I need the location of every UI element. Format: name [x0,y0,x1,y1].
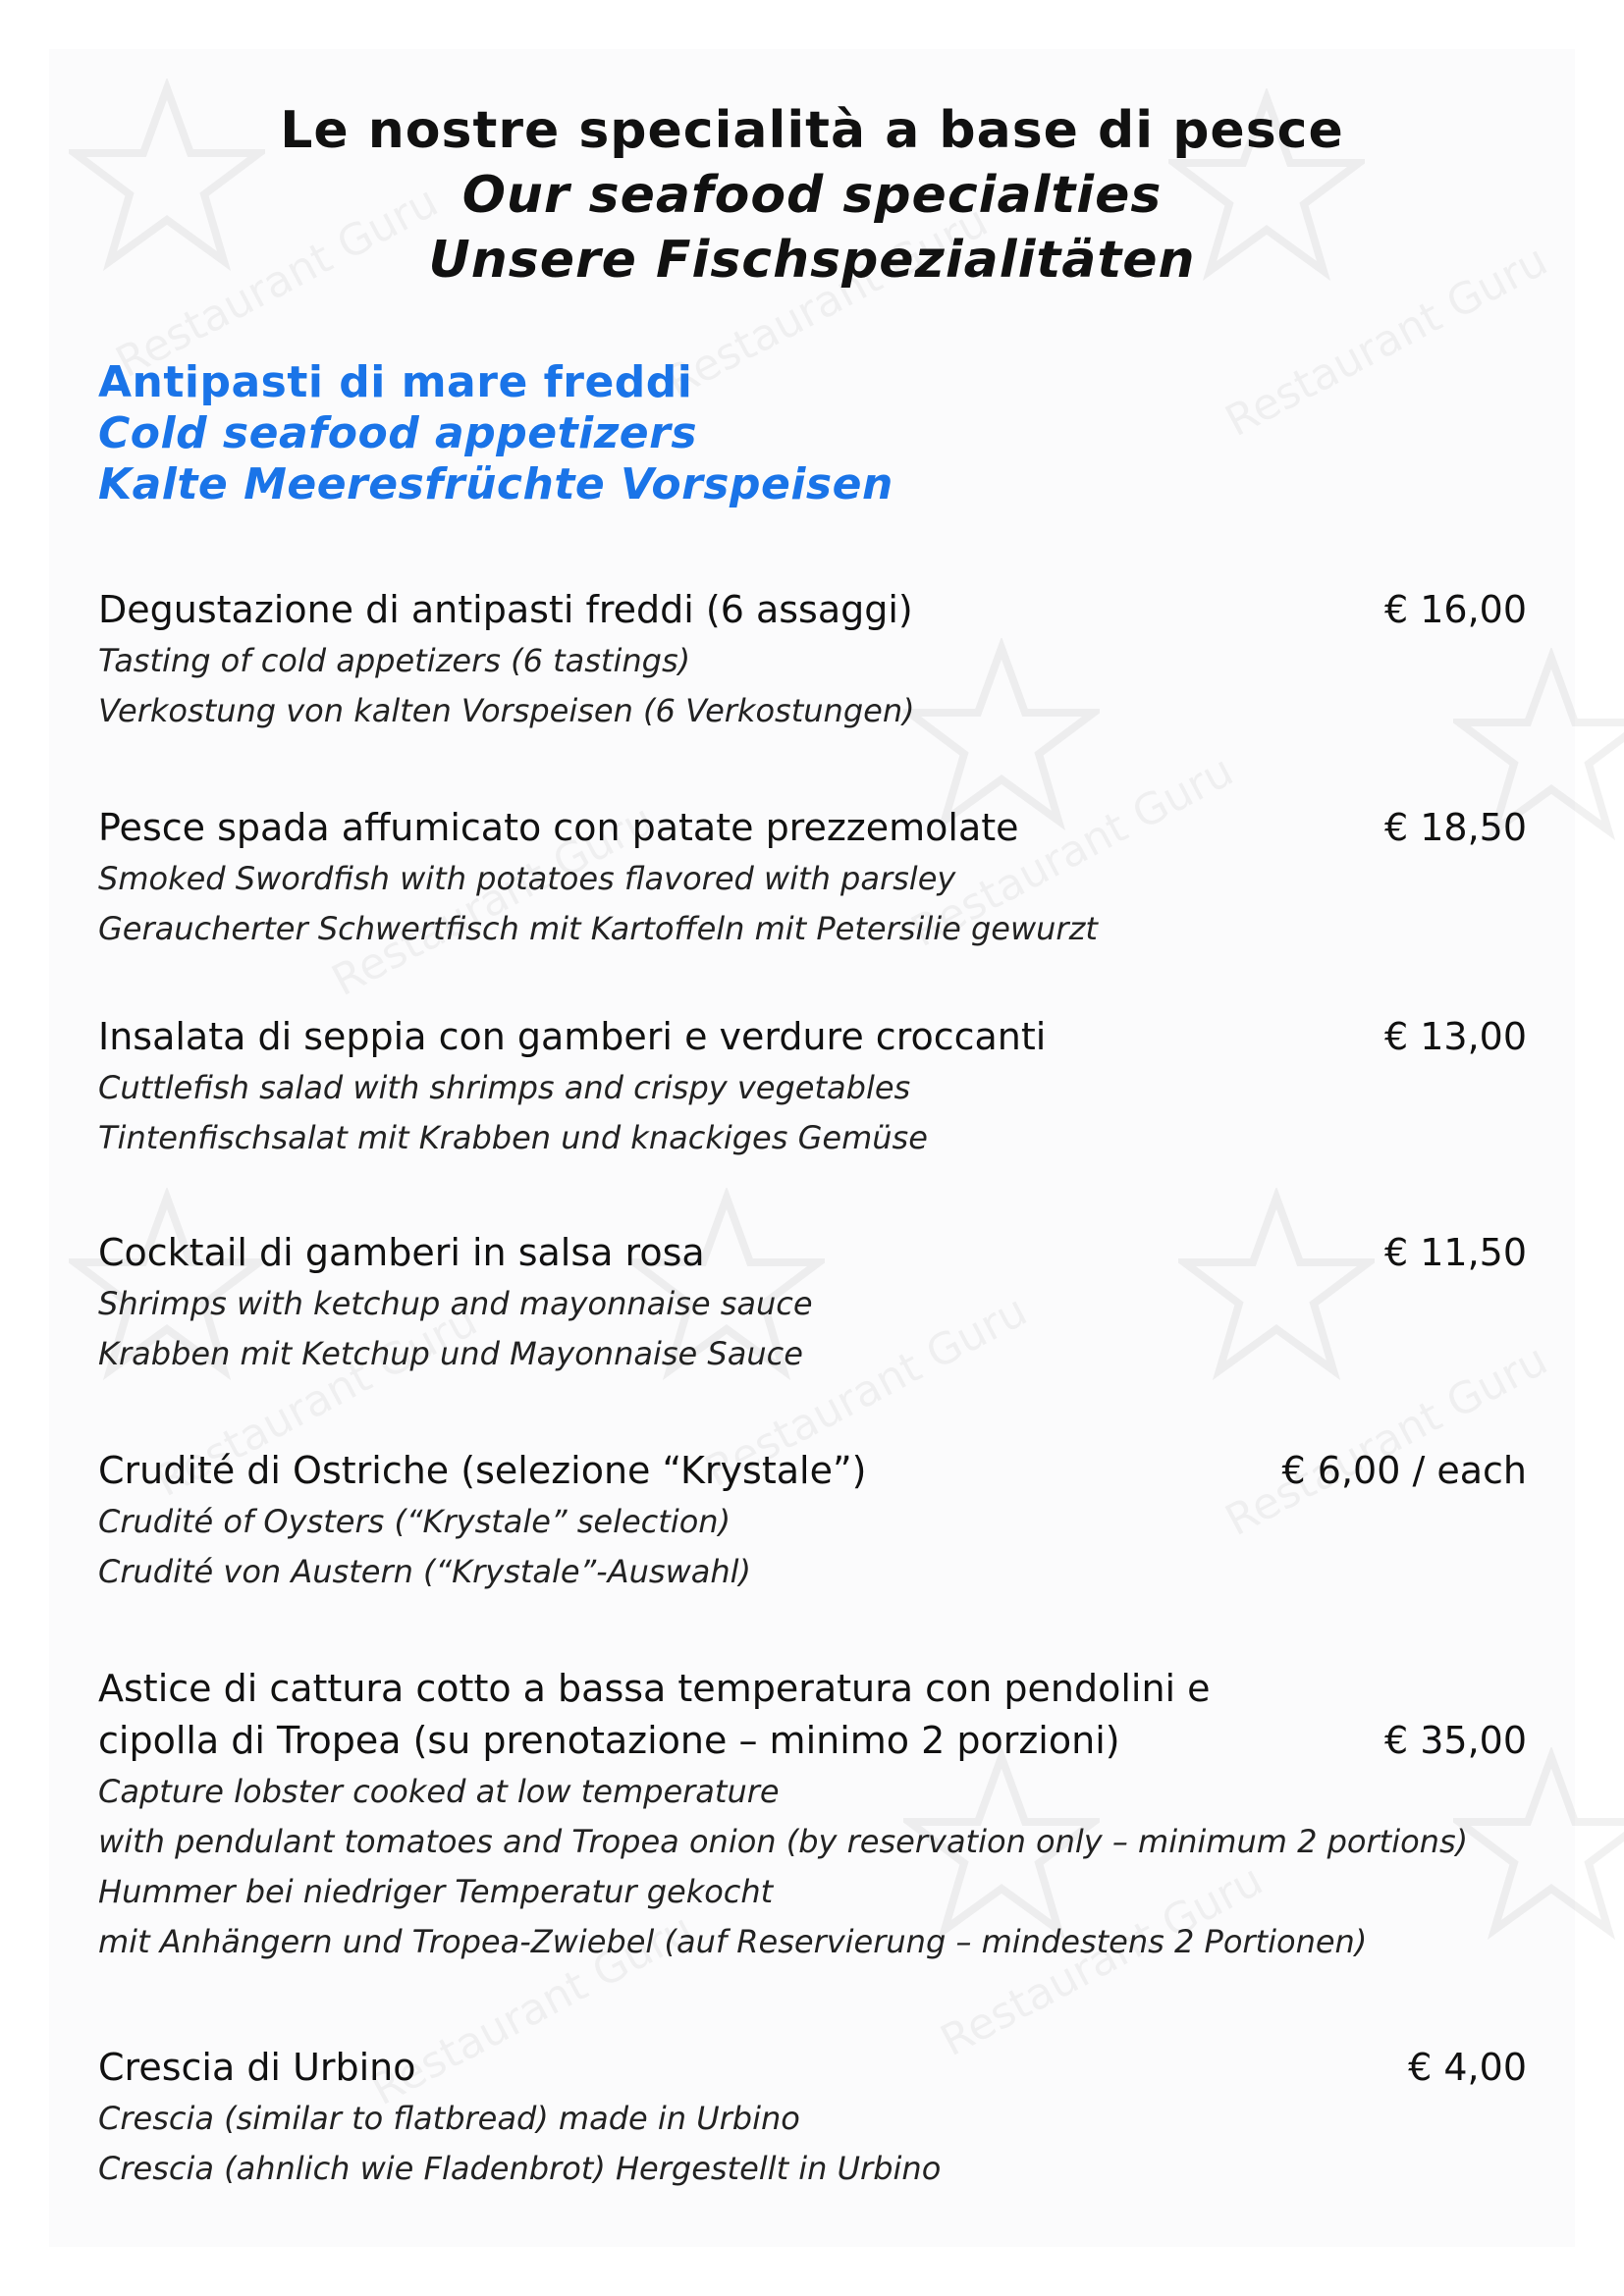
item-name-line1: Astice di cattura cotto a bassa temperatura con pendolini e [98,1667,1211,1710]
item-description-english: Crescia (similar to flatbread) made in Urbino [98,2100,800,2137]
section-heading-german: Kalte Meeresfrüchte Vorspeisen [98,459,893,509]
item-name: Insalata di seppia con gamberi e verdure croccanti [98,1015,1047,1058]
item-description-english: Shrimps with ketchup and mayonnaise sauce [98,1285,813,1322]
item-price: € 13,00 [1383,1015,1527,1058]
section-heading-italian: Antipasti di mare freddi [98,357,693,407]
page-title [0,98,1624,293]
item-description-english: Cuttlefish salad with shrimps and crispy vegetables [98,1069,911,1106]
title-english: Our seafood specialties [461,166,1163,225]
item-price: € 35,00 [1383,1719,1527,1762]
item-price: € 11,50 [1383,1231,1527,1274]
title-italian: Le nostre specialità a base di pesce [280,101,1344,160]
item-price: € 18,50 [1383,806,1527,849]
item-name-line2: cipolla di Tropea (su prenotazione – minimo 2 porzioni) [98,1719,1120,1762]
item-description-english: Smoked Swordfish with potatoes flavored with parsley [98,860,956,897]
menu-item [98,2045,1527,2194]
title-german: Unsere Fischspezialitäten [428,231,1196,290]
item-description-german: Crudité von Austern (“Krystale”-Auswahl) [98,1553,751,1590]
item-name: Pesce spada affumicato con patate prezzemolate [98,806,1019,849]
menu-item [98,587,1527,736]
item-price: € 4,00 [1408,2046,1527,2089]
item-description-english: with pendulant tomatoes and Tropea onion (by reservation only – minimum 2 portions) [98,1823,1469,1860]
item-description-german: Tintenfischsalat mit Krabben und knackiges Gemüse [98,1119,928,1156]
item-name: Cocktail di gamberi in salsa rosa [98,1231,705,1274]
item-description-english: Capture lobster cooked at low temperature [98,1773,780,1810]
item-description-english: Tasting of cold appetizers (6 tastings) [98,642,691,679]
item-price: € 16,00 [1383,588,1527,631]
item-name: Degustazione di antipasti freddi (6 assaggi) [98,588,913,631]
menu-item [98,1448,1527,1597]
menu-item [98,1659,1527,1967]
item-description-german: Verkostung von kalten Vorspeisen (6 Verkostungen) [98,692,915,729]
item-name: Crudité di Ostriche (selezione “Krystale”) [98,1449,867,1492]
item-description-german: Geraucherter Schwertfisch mit Kartoffeln mit Petersilie gewurzt [98,910,1098,947]
item-description-german: Crescia (ahnlich wie Fladenbrot) Hergestellt in Urbino [98,2150,942,2187]
item-price: € 6,00 / each [1281,1449,1527,1492]
item-description-german: Krabben mit Ketchup und Mayonnaise Sauce [98,1335,803,1372]
menu-item [98,805,1527,954]
section-heading [98,357,893,510]
menu-item [98,1014,1527,1163]
item-description-english: Crudité of Oysters (“Krystale” selection) [98,1503,731,1540]
item-description-german: Hummer bei niedriger Temperatur gekocht [98,1873,774,1910]
section-heading-english: Cold seafood appetizers [98,408,698,458]
item-description-german: mit Anhängern und Tropea-Zwiebel (auf Reservierung – mindestens 2 Portionen) [98,1923,1368,1960]
menu-item [98,1230,1527,1379]
item-name: Crescia di Urbino [98,2046,416,2089]
